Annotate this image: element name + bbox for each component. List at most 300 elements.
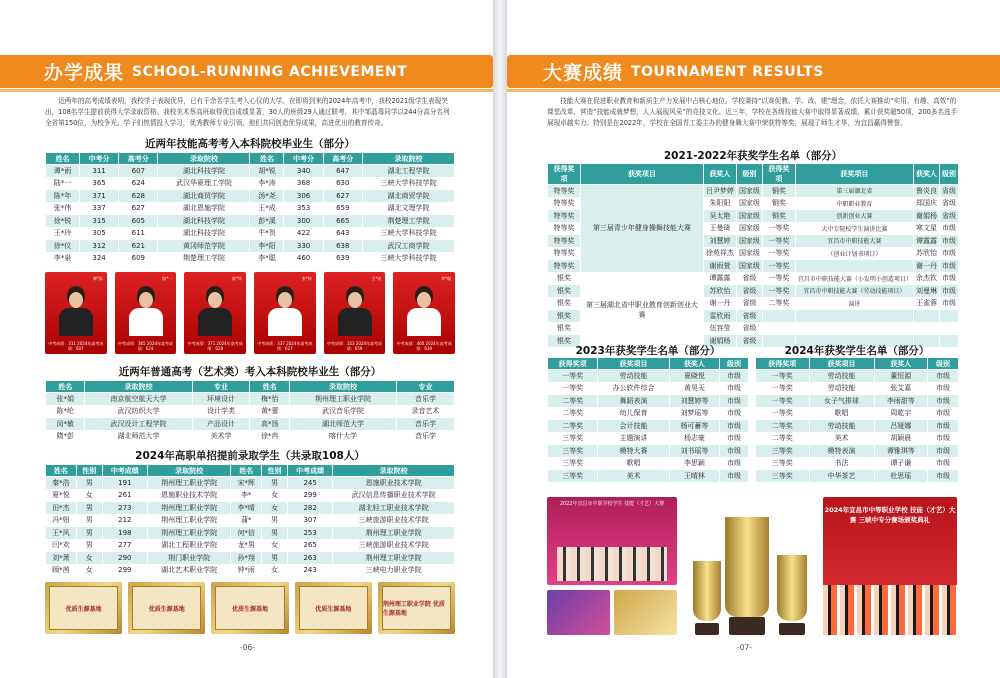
table-cell: 一等奖	[762, 272, 795, 285]
trophy-icon	[725, 517, 769, 617]
table-row	[548, 457, 749, 470]
table-header-cell: 录取院校	[333, 465, 455, 477]
table-cell: 荆州理工职业学院	[147, 477, 230, 490]
table-row	[548, 420, 749, 433]
student-caption: 中考成绩：337 2024年高考成绩：627	[257, 341, 313, 351]
table-row	[756, 407, 959, 420]
table-row	[46, 489, 455, 502]
table-cell: 铜奖	[762, 185, 795, 198]
table-cell: 陈*年	[46, 190, 80, 203]
table-cell: 三等奖	[548, 445, 598, 458]
certificate-photo	[614, 590, 677, 635]
student-name: 李*聪	[441, 276, 452, 281]
table-header-cell: 获奖项目	[580, 164, 703, 185]
table-row	[756, 432, 959, 445]
table-cell: 市级	[928, 470, 959, 483]
table-cell: 武汉音乐学院	[289, 405, 396, 418]
table-cell: 特等奖	[548, 222, 581, 235]
table-cell: 徐苑祥杰	[703, 247, 736, 260]
table-cell: 中华茶艺	[809, 470, 874, 483]
right-page	[507, 0, 1000, 678]
student-name: 陈*年	[232, 276, 243, 281]
student-name: 张*伟	[301, 276, 312, 281]
table-cell	[762, 310, 795, 323]
table-cell: 李思颖	[669, 457, 719, 470]
table-cell: 男	[76, 502, 102, 515]
table-row	[46, 552, 455, 565]
table-cell: 315	[79, 215, 118, 228]
student-photo	[45, 272, 107, 354]
table-cell: 市级	[939, 247, 958, 260]
table-cell: 谭雅琪等	[874, 445, 928, 458]
table-cell: 谭露露	[703, 272, 736, 285]
plaque-text: 优质生源基地	[132, 586, 201, 630]
table-cell: 龙*男	[231, 539, 262, 552]
table-header-cell: 中考分	[284, 153, 323, 165]
plaque	[211, 582, 288, 634]
table-cell: 一等奖	[756, 370, 810, 383]
plaque-text: 优质生源基地	[215, 586, 284, 630]
table-header-cell: 性别	[76, 465, 102, 477]
table-cell: 荆州理工职业学院	[289, 393, 396, 406]
right-table-2024	[755, 357, 959, 483]
table-cell: 郑国庆	[913, 197, 939, 210]
table-header-cell: 获奖项目	[598, 358, 670, 370]
table-cell: 徐*仪	[46, 240, 80, 253]
table-header-cell: 获奖人	[913, 164, 939, 185]
table-cell: 省级	[736, 297, 762, 310]
table-cell: 第三届湖北省	[795, 185, 913, 198]
left-page	[0, 0, 493, 678]
table-row	[46, 393, 455, 406]
table-row	[46, 165, 455, 178]
table-header-cell: 姓名	[250, 153, 284, 165]
plaque-text: 荆州理工职业学院 优质生源基地	[382, 586, 451, 630]
stage-photo	[547, 590, 610, 635]
table-cell: 253	[288, 527, 333, 540]
table-cell: 李*阳	[250, 240, 284, 253]
table-cell: 市级	[928, 407, 959, 420]
table-cell: 刘*萧	[46, 552, 77, 565]
table-cell: 银奖	[548, 272, 581, 285]
table-cell: 市级	[939, 272, 958, 285]
table-row	[46, 564, 455, 577]
table-cell: 460	[284, 252, 323, 265]
table-cell: 银奖	[548, 297, 581, 310]
table-row	[46, 227, 455, 240]
table-cell: 639	[323, 252, 362, 265]
table-cell: 609	[119, 252, 158, 265]
table-cell: 鲁炎良	[913, 185, 939, 198]
table-cell: 劳动技能	[809, 420, 874, 433]
table-cell: 女	[76, 564, 102, 577]
table-cell: 王晴林	[669, 470, 719, 483]
table-cell	[795, 322, 913, 335]
plaque	[45, 582, 122, 634]
table-header-cell: 获得奖项	[762, 164, 795, 185]
table-cell: 国家级	[736, 185, 762, 198]
right-intro: 技能大赛在促进职业教育和新质生产力发展中占核心地位。学校秉持“以赛促教、学、改、建”理念，依托大赛推动“实用、有趣、高效”的课堂改革，营造“技能成就梦想，人人展现风采”的竞技文化。近三年，学校在各级技能大赛中取得显著成绩，累计获奖超50项，200多名选手展现卓越实力。特别是在2022年，学校在全国青工委主办的健身舞大赛中荣获特等奖，展现了师生才华，为宜昌赢得赞誉。	[547, 97, 958, 127]
table-row	[756, 457, 959, 470]
table-cell: 苏欣怡	[913, 247, 939, 260]
plaques	[45, 582, 455, 634]
table-cell: 国家级	[736, 210, 762, 223]
student-body	[198, 308, 232, 336]
table-cell: 三等奖	[548, 432, 598, 445]
table-cell: 谢娟杨	[913, 210, 939, 223]
table-cell: 263	[288, 552, 333, 565]
table-cell: 特等奖	[548, 260, 581, 273]
table-cell: 银奖	[548, 322, 581, 335]
student-name: 陆*一	[162, 276, 173, 281]
table-cell: 市级	[928, 457, 959, 470]
table-cell: 312	[79, 240, 118, 253]
table-cell: 美术	[809, 432, 874, 445]
table-cell: 喀什大学	[289, 430, 396, 443]
table-cell: 彭*溪	[250, 215, 284, 228]
table-cell: 夏*悦	[46, 489, 77, 502]
table-header-cell: 获奖人	[703, 164, 736, 185]
table-cell: 湖北轻工职业技术学院	[333, 502, 455, 515]
right-banner	[507, 55, 1000, 88]
table-cell: 歌唱	[809, 407, 874, 420]
table-cell: 环境设计	[192, 393, 250, 406]
right-sec1-title: 2021-2022年获奖学生名单（部分）	[663, 150, 843, 162]
table-cell: 周乾宇	[874, 407, 928, 420]
table-row	[46, 405, 455, 418]
table-cell: 638	[323, 240, 362, 253]
table-cell: 牛*贺	[250, 227, 284, 240]
table-cell: 胡*锐	[250, 165, 284, 178]
table-cell: 三等奖	[756, 445, 810, 458]
table-cell: 中职职业教育	[795, 197, 913, 210]
table-cell: 一等奖	[762, 285, 795, 298]
left-table-art	[45, 380, 455, 443]
student-caption: 中考成绩：353 2024年高考成绩：659	[326, 341, 383, 351]
table-cell: 三峡大学科技学院	[362, 177, 454, 190]
table-header-cell: 录取院校	[289, 381, 396, 393]
table-cell: 277	[102, 539, 147, 552]
table-row	[46, 477, 455, 490]
student-caption: 中考成绩：311 2024年高考成绩：607	[48, 341, 104, 351]
award-ceremony-people	[557, 547, 667, 581]
left-page-number: -06-	[240, 643, 255, 652]
table-cell: 市级	[928, 382, 959, 395]
table-cell: 605	[119, 215, 158, 228]
table-header-cell: 级别	[720, 358, 749, 370]
table-cell: 191	[102, 477, 147, 490]
table-cell: 音乐学	[397, 393, 455, 406]
table-cell: 305	[79, 227, 118, 240]
table-cell: 三等奖	[756, 470, 810, 483]
table-cell: 省级	[736, 272, 762, 285]
table-header-cell: 中考分	[79, 153, 118, 165]
left-sec2-title: 近两年普通高考（艺术类）考入本科院校毕业生（部分）	[118, 366, 382, 378]
table-cell: 荆州理工职业学院	[147, 527, 230, 540]
table-cell: 306	[284, 190, 323, 203]
table-cell: 铜奖	[762, 210, 795, 223]
left-intro: 近两年的高考成绩表明，我校学子表现优异，已有千余名学生考入心仪的大学。在即将到来的2024年高考中，我校2021级学生表现突出，108名学生提前获得大学录取资格。我校美术蔡高班取得优良成绩显著，30人的班级29人通过联考，其中邹晶毒同学以244分高分名列全省第150位，为校争光。学子们热情投入学习，优秀教师专业引领，他们共同创造优异成果，高进优出的教育传奇。	[45, 97, 450, 127]
table-cell: 杜思瑶	[874, 470, 928, 483]
table-cell: 611	[119, 227, 158, 240]
table-cell: 谢一丹	[703, 297, 736, 310]
table-cell: 市级	[720, 382, 749, 395]
table-row	[548, 370, 749, 383]
plaque-text: 优质生源基地	[49, 586, 118, 630]
table-cell: 黄冈师范学院	[158, 240, 250, 253]
plaque	[128, 582, 205, 634]
table-cell: 湖北师范大学	[85, 430, 192, 443]
table-row	[548, 432, 749, 445]
table-cell: 闫*欢	[46, 539, 77, 552]
table-cell: 会计技能	[598, 420, 670, 433]
table-cell: 张艾嘉	[874, 382, 928, 395]
table-cell: 一等奖	[762, 260, 795, 273]
table-cell: 恩施职业技术学院	[147, 489, 230, 502]
table-cell: 闵*敏	[46, 418, 85, 431]
table-cell: 市级	[720, 420, 749, 433]
table-cell: 一等奖	[762, 235, 795, 248]
table-cell: 湖北商贸学院	[158, 190, 250, 203]
table-cell: 主题演讲	[598, 432, 670, 445]
table-cell: 李雨甜等	[874, 395, 928, 408]
table-header-cell: 录取院校	[362, 153, 454, 165]
table-cell: 647	[323, 165, 362, 178]
table-cell: 299	[102, 564, 147, 577]
table-cell: 市级	[939, 260, 958, 273]
table-cell: 371	[79, 190, 118, 203]
table-cell	[795, 260, 913, 273]
table-cell: 荆楚理工学院	[362, 215, 454, 228]
right-sec3-title: 2024年获奖学生名单（部分）	[784, 345, 930, 357]
student-body	[338, 308, 372, 336]
table-row	[756, 395, 959, 408]
table-header-cell: 获奖项目	[795, 164, 913, 185]
table-cell: 市级	[928, 432, 959, 445]
student-face	[139, 292, 153, 308]
table-cell: 徐*冉	[250, 430, 289, 443]
table-cell: 市级	[939, 297, 958, 310]
table-cell: 王*成	[250, 202, 284, 215]
left-banner-cn: 办学成果	[44, 62, 125, 84]
table-row	[548, 407, 749, 420]
student-name: 谭*雨	[92, 276, 103, 281]
table-cell: 二等奖	[762, 297, 795, 310]
student-caption: 中考成绩：371 2024年高考成绩：628	[187, 341, 243, 351]
table-cell: 市级	[720, 432, 749, 445]
table-cell: 311	[79, 165, 118, 178]
table-row	[756, 420, 959, 433]
table-cell: 音乐学	[397, 430, 455, 443]
table-cell: 伍容莹	[703, 322, 736, 335]
table-cell: 湖北科技学院	[158, 165, 250, 178]
table-cell: 二等奖	[756, 432, 810, 445]
student-photos	[45, 272, 455, 354]
table-header-cell: 高考分	[323, 153, 362, 165]
left-table-gaokao	[45, 152, 455, 265]
trophy-base	[779, 623, 805, 635]
table-row	[548, 470, 749, 483]
table-cell: 湖北科技学院	[158, 215, 250, 228]
right-table-2023	[547, 357, 749, 483]
table-cell: 幼儿保育	[598, 407, 670, 420]
table-cell: 665	[323, 215, 362, 228]
table-cell: 陆*一	[46, 177, 80, 190]
table-cell: 荆州理工职业学院	[333, 527, 455, 540]
table-cell: 办公软件综合	[598, 382, 670, 395]
table-cell: 谭露露	[913, 235, 939, 248]
left-banner-en: SCHOOL-RUNNING ACHIEVEMENT	[132, 63, 408, 80]
table-row	[46, 502, 455, 515]
table-cell: 一等奖	[548, 382, 598, 395]
right-table-2021-2022	[547, 163, 959, 348]
table-cell: 一等奖	[756, 382, 810, 395]
table-cell: 282	[288, 502, 333, 515]
table-cell: 吕尹梦婷	[703, 185, 736, 198]
table-cell: 苏欣怡	[703, 285, 736, 298]
table-cell: 607	[119, 165, 158, 178]
table-cell: 659	[323, 202, 362, 215]
table-cell: 杨志豪	[669, 432, 719, 445]
table-row	[46, 418, 455, 431]
trophy-base	[695, 623, 719, 635]
table-cell: 女	[262, 564, 288, 577]
table-header-cell: 获得奖项	[548, 164, 581, 185]
table-cell: 市级	[928, 395, 959, 408]
table-cell: 市级	[720, 395, 749, 408]
table-cell: 324	[79, 252, 118, 265]
table-cell: 武汉设计工程学院	[85, 418, 192, 431]
student-photo	[393, 272, 455, 354]
table-cell: 陈*纶	[46, 405, 85, 418]
table-header-cell: 获得奖项	[756, 358, 810, 370]
table-cell: 设计学类	[192, 405, 250, 418]
table-cell: 男	[76, 539, 102, 552]
table-cell: 特等奖	[548, 235, 581, 248]
table-cell: 300	[284, 215, 323, 228]
table-cell: 307	[288, 514, 333, 527]
table-cell: 创新创业大赛	[795, 210, 913, 223]
table-cell: 一等奖	[756, 395, 810, 408]
table-cell: 湖北文理学院	[362, 202, 454, 215]
table-cell: 市级	[720, 457, 749, 470]
table-cell: 吕娅娜	[874, 420, 928, 433]
table-header-cell: 获奖人	[669, 358, 719, 370]
table-cell: 第三届青少年健身操舞技能大赛	[580, 185, 703, 273]
table-cell: 湖北工程职业学院	[147, 539, 230, 552]
table-cell: 三峡旅游职业技术学院	[333, 514, 455, 527]
table-row	[46, 430, 455, 443]
table-cell: 黄昊天	[669, 382, 719, 395]
table-cell: 杨可蓄等	[669, 420, 719, 433]
table-cell: 643	[323, 227, 362, 240]
table-cell: 337	[79, 202, 118, 215]
table-cell: 273	[102, 502, 147, 515]
table-cell: 330	[284, 240, 323, 253]
table-row	[756, 382, 959, 395]
table-cell: 男	[262, 552, 288, 565]
table-cell: 627	[119, 202, 158, 215]
table-row	[548, 185, 959, 198]
table-cell: 谭子谦	[874, 457, 928, 470]
trophy-icon	[693, 561, 721, 621]
table-cell: 美术学	[192, 430, 250, 443]
table-cell: 秦*浩	[46, 477, 77, 490]
table-cell: 蒲*	[231, 514, 262, 527]
table-cell: 二等奖	[548, 395, 598, 408]
table-cell: 290	[102, 552, 147, 565]
table-header-cell: 性别	[262, 465, 288, 477]
table-row	[46, 177, 455, 190]
table-cell: 212	[102, 514, 147, 527]
table-cell: 梅*怡	[250, 393, 289, 406]
table-cell: 女	[262, 502, 288, 515]
table-cell: 荆州理工职业学院	[147, 514, 230, 527]
table-header-cell: 中考成绩	[288, 465, 333, 477]
table-cell: 张*伟	[46, 202, 80, 215]
table-cell: 198	[102, 527, 147, 540]
student-photo	[254, 272, 316, 354]
table-cell: 男	[76, 527, 102, 540]
table-cell: 特等奖	[548, 197, 581, 210]
table-cell: 武汉华夏理工学院	[158, 177, 250, 190]
table-row	[46, 202, 455, 215]
table-cell: 市级	[939, 235, 958, 248]
tournament-ceremony-banner: 2024年宜昌市中等职业学校 技能（才艺）大赛 三峡中专分赛场颁奖典礼	[824, 506, 956, 524]
student-photo	[324, 272, 386, 354]
table-cell: 恩施职业技术学院	[333, 477, 455, 490]
plaque	[295, 582, 372, 634]
table-cell: 李*泉	[46, 252, 80, 265]
table-row	[46, 240, 455, 253]
table-cell: 一等奖	[762, 247, 795, 260]
table-cell: 荆州理工职业学院	[333, 552, 455, 565]
table-cell: 国家级	[736, 260, 762, 273]
table-cell: 演讲	[795, 297, 913, 310]
student-photo	[184, 272, 246, 354]
table-cell: 女	[76, 552, 102, 565]
table-cell: 男	[262, 514, 288, 527]
student-body	[129, 308, 163, 336]
table-cell: 大中专院校学生演讲比赛	[795, 222, 913, 235]
table-cell: 353	[284, 202, 323, 215]
table-cell: 第三届湖北省中职业教育创新创业大赛	[580, 272, 703, 347]
table-row	[46, 527, 455, 540]
table-cell: 录音艺术	[397, 405, 455, 418]
table-cell: 银奖	[548, 310, 581, 323]
table-cell: 宋*辉	[231, 477, 262, 490]
table-row	[46, 215, 455, 228]
table-row	[756, 445, 959, 458]
student-body	[59, 308, 93, 336]
table-cell: 368	[284, 177, 323, 190]
table-cell: 谭*雨	[46, 165, 80, 178]
table-row	[46, 252, 455, 265]
table-cell: 刘慧婷	[703, 235, 736, 248]
table-cell: 何*信	[231, 527, 262, 540]
table-cell: 三峡大学科技学院	[362, 227, 454, 240]
table-cell: 音乐学	[397, 418, 455, 431]
trophy-base	[729, 617, 765, 635]
table-cell: 422	[284, 227, 323, 240]
table-cell: 夏晓悦	[669, 370, 719, 383]
table-cell: 寒文星	[913, 222, 939, 235]
table-cell: 李*晴	[231, 502, 262, 515]
table-cell: 省级	[736, 310, 762, 323]
table-cell: 市级	[720, 407, 749, 420]
table-cell: 市级	[720, 470, 749, 483]
table-row	[548, 272, 959, 285]
